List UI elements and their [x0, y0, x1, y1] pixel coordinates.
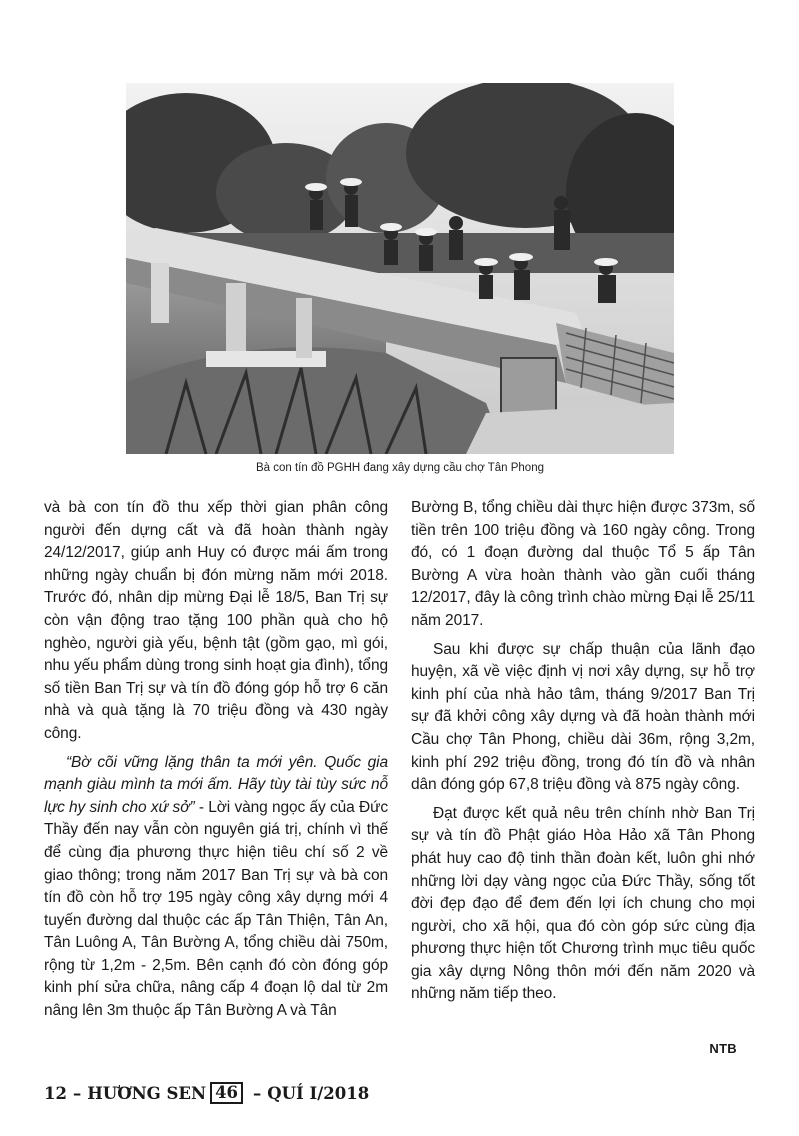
quote: “Bờ cõi vững lặng thân ta mới yên. Quốc gia mạnh giàu mình ta mới ấm. Hãy tùy tài tùy sức nỗ lực hy sinh cho xứ sở” [44, 753, 388, 816]
paragraph: và bà con tín đồ thu xếp thời gian phân công người đến dựng cất và đã hoàn thành ngày 24/12/2017, giúp anh Huy có được mái ấm trong những ngày chuẩn bị đón mừng năm mới 2018. Trước đó, nhân dịp mừng Đại lễ 18/5, Ban Trị sự còn vận động trao tặng 100 phần quà cho hộ nghèo, người già yếu, bệnh tật (gồm gạo, mì gói, nhu yếu phẩm dùng trong sinh hoạt gia đình), tổng số tiền Ban Trị sự và tín đồ đóng góp hỗ trợ 6 căn nhà và quà tặng là 70 triệu đồng và 430 ngày công. [44, 499, 388, 742]
article-photo [126, 83, 674, 454]
paragraph [44, 752, 388, 1023]
issue-number: 46 [210, 1082, 243, 1104]
page-number: 12 [44, 1083, 67, 1103]
paragraph-text: - Lời vàng ngọc ấy của Đức Thầy đến nay vẫn còn nguyên giá trị, chính vì thế để cùng địa phương thực hiện tiêu chí số 2 về giao thông; trong năm 2017 Ban Trị sự và bà con tín đồ còn hỗ trợ 195 ngày công xây dựng mới 4 tuyến đường dal thuộc các ấp Tân Thiện, Tân An, Tân Luông A, Tân Bường A, tổng chiều dài 750m, rộng từ 1,2m - 2,5m. Bên cạnh đó còn đóng góp kinh phí sửa chữa, nâng cấp 4 đoạn lộ dal từ 2m nâng lên 3m thuộc ấp Tân Bường A và Tân [44, 798, 388, 1020]
page-footer [44, 1080, 369, 1106]
author-signature: NTB [709, 1041, 737, 1056]
magazine-name: HƯƠNG SEN [87, 1083, 207, 1103]
dash: – [253, 1083, 262, 1103]
paragraph: Sau khi được sự chấp thuận của lãnh đạo huyện, xã về việc định vị nơi xây dựng, sự hỗ trợ kinh phí của nhà hảo tâm, tháng 9/2017 Ban Trị sự đã khởi công xây dựng và đã hoàn thành mới Cầu chợ Tân Phong, chiều dài 36m, rộng 3,2m, kinh phí 292 triệu đồng, trong đó tín đồ và nhân dân đóng góp 67,8 triệu đồng và 875 ngày công. [411, 640, 755, 794]
dash: – [72, 1083, 82, 1103]
bridge-construction-photo [126, 83, 674, 454]
paragraph: Đạt được kết quả nêu trên chính nhờ Ban Trị sự và tín đồ Phật giáo Hòa Hảo xã Tân Phong phát huy cao độ tinh thần đoàn kết, luôn ghi nhớ những lời dạy vàng ngọc của Đức Thầy, sống tốt đời đẹp đạo để đem đến lợi ích chung cho mọi người, cho xã hội, qua đó còn góp sức cùng địa phương thực hiện tốt Chương trình mục tiêu quốc gia xây dựng Nông thôn mới đến năm 2020 và những năm tiếp theo. [411, 804, 755, 1003]
article-column-right [411, 497, 755, 1006]
paragraph: Bường B, tổng chiều dài thực hiện được 373m, số tiền trên 100 triệu đồng và 160 ngày công. Trong đó, có 1 đoạn đường dal thuộc Tổ 5 ấp Tân Bường A vừa hoàn thành vào gần cuối tháng 12/2017, đây là công trình chào mừng Đại lễ 25/11 năm 2017. [411, 499, 755, 629]
article-column-left [44, 497, 388, 1023]
issue-period: QUÍ I/2018 [267, 1083, 370, 1103]
photo-caption: Bà con tín đồ PGHH đang xây dựng cầu chợ Tân Phong [255, 462, 544, 474]
